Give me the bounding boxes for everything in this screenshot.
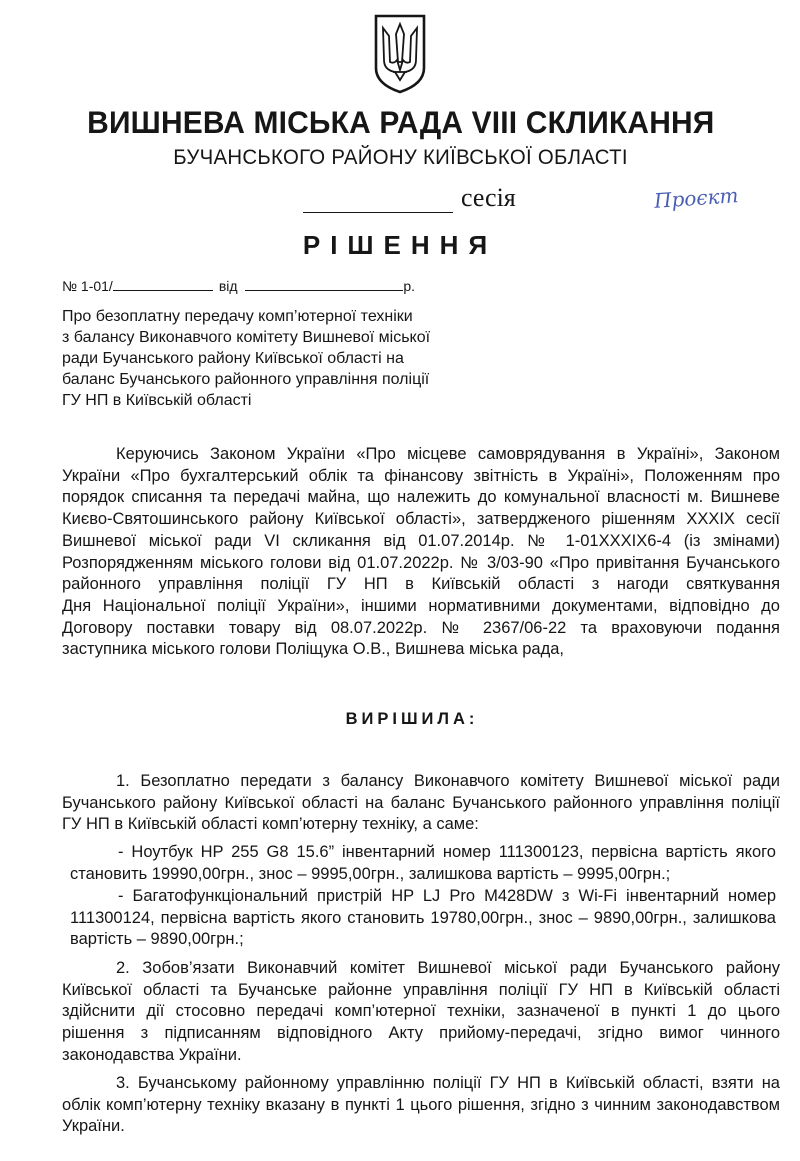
district-name: БУЧАНСЬКОГО РАЙОНУ КИЇВСЬКОЇ ОБЛАСТІ bbox=[173, 146, 628, 169]
item-line: 3. Бучанському районному управлінню поліції ГУ НП в Київській області, взяти на bbox=[116, 1074, 780, 1092]
item-line: рішення з підписанням відповідного Акту прийому-передачі, згідно вимог чинного bbox=[62, 1024, 780, 1043]
item-line: ГУ НП в Київській області комп’ютерну техніку, а саме: bbox=[62, 815, 479, 834]
preamble-line: Розпорядженням міського голови від 01.07.2022р. № 3/03-90 «Про привітання Бучанського bbox=[62, 553, 780, 572]
date-blank bbox=[245, 276, 403, 291]
item-line: законодавства України. bbox=[62, 1045, 242, 1064]
decision-subject bbox=[62, 306, 432, 411]
item-line: 2. Зобов’язати Виконавчий комітет Вишневої міської ради Бучанського району bbox=[116, 959, 780, 977]
item-line: - Багатофункціональний пристрій HP LJ Pro M428DW з Wi-Fi інвентарний номер bbox=[118, 887, 776, 905]
item-line: здійснити дії стосовно передачі комп’ютерної техніки, зазначеної в пункті 1 до цього bbox=[62, 1002, 780, 1021]
subject-line: з балансу Виконавчого комітету Вишневої міської bbox=[62, 329, 431, 346]
preamble-line: України «Про бухгалтерський облік та фінансову звітність в Україні», Положенням про bbox=[62, 466, 780, 485]
item-line: Київської області та Бучанське районне управління поліції ГУ НП в Київській області bbox=[62, 980, 780, 999]
item-1 bbox=[62, 771, 780, 836]
preamble-line: заступника міського голови Поліщука О.В., Вишнева міська рада, bbox=[62, 640, 564, 659]
document-title: РІШЕННЯ bbox=[302, 230, 498, 260]
item-3 bbox=[62, 1073, 780, 1138]
trident-emblem-icon bbox=[373, 14, 427, 94]
item-line: становить 19990,00грн., знос – 9995,00грн., залишкова вартість – 9995,00грн.; bbox=[70, 864, 671, 883]
item-1-printer bbox=[70, 886, 776, 951]
preamble-line: Києво-Святошинського району Київської області», затвердженого рішенням XXXIX сесії bbox=[62, 510, 780, 529]
item-1-laptop bbox=[70, 842, 776, 885]
resolved-heading: ВИРІШИЛА: bbox=[345, 710, 479, 728]
preamble-line: районного управління поліції ГУ НП в Київській області з нагоди святкування bbox=[62, 575, 780, 594]
session-label: сесія bbox=[461, 183, 516, 212]
item-line: України. bbox=[62, 1117, 125, 1136]
number-line bbox=[62, 276, 415, 294]
subject-line: Про безоплатну передачу комп’ютерної техніки bbox=[62, 308, 413, 325]
session-line bbox=[303, 183, 516, 213]
number-prefix: № 1-01/ bbox=[62, 278, 113, 294]
subject-line: ГУ НП в Київській області bbox=[62, 392, 252, 409]
preamble bbox=[62, 444, 780, 661]
preamble-line: Договору поставки товару від 08.07.2022р. № 2367/06-22 та враховуючи подання bbox=[62, 618, 780, 637]
subject-line: баланс Бучанського районного управління поліції bbox=[62, 371, 430, 388]
item-2 bbox=[62, 958, 780, 1067]
item-line: - Ноутбук HP 255 G8 15.6” інвентарний номер 111300123, первісна вартість якого bbox=[118, 843, 776, 861]
preamble-line: Керуючись Законом України «Про місцеве самоврядування в Україні», Законом bbox=[116, 445, 780, 463]
date-label: від bbox=[218, 278, 238, 294]
item-line: Бучанського району Київської області на баланс Бучанського районного управління поліції bbox=[62, 793, 780, 812]
subject-line: ради Бучанського району Київської області на bbox=[62, 350, 404, 367]
date-suffix: р. bbox=[403, 278, 416, 294]
draft-stamp: Проєкт bbox=[653, 183, 740, 213]
item-line: 111300124, первісна вартість якого становить 19780,00грн., знос – 9890,00грн., залишкова bbox=[70, 908, 776, 927]
session-blank bbox=[303, 184, 453, 213]
preamble-line: порядок списання та передачі майна, що належить до комунальної власності м. Вишневе bbox=[62, 488, 780, 507]
item-line: 1. Безоплатно передати з балансу Виконавчого комітету Вишневої міської ради bbox=[116, 772, 780, 790]
number-blank bbox=[113, 276, 213, 291]
council-name: ВИШНЕВА МІСЬКА РАДА VIII СКЛИКАННЯ bbox=[87, 104, 715, 140]
item-line: облік комп’ютерну техніку вказану в пункті 1 цього рішення, згідно з чинним законодавством bbox=[62, 1095, 780, 1114]
preamble-line: Дня Національної поліції України», іншими нормативними документами, відповідно до bbox=[62, 596, 780, 615]
preamble-line: Вишневої міської ради VI скликання від 01.07.2014р. № 1-01XXXIX6-4 (із змінами) bbox=[62, 531, 780, 550]
item-line: вартість – 9890,00грн.; bbox=[70, 930, 244, 949]
